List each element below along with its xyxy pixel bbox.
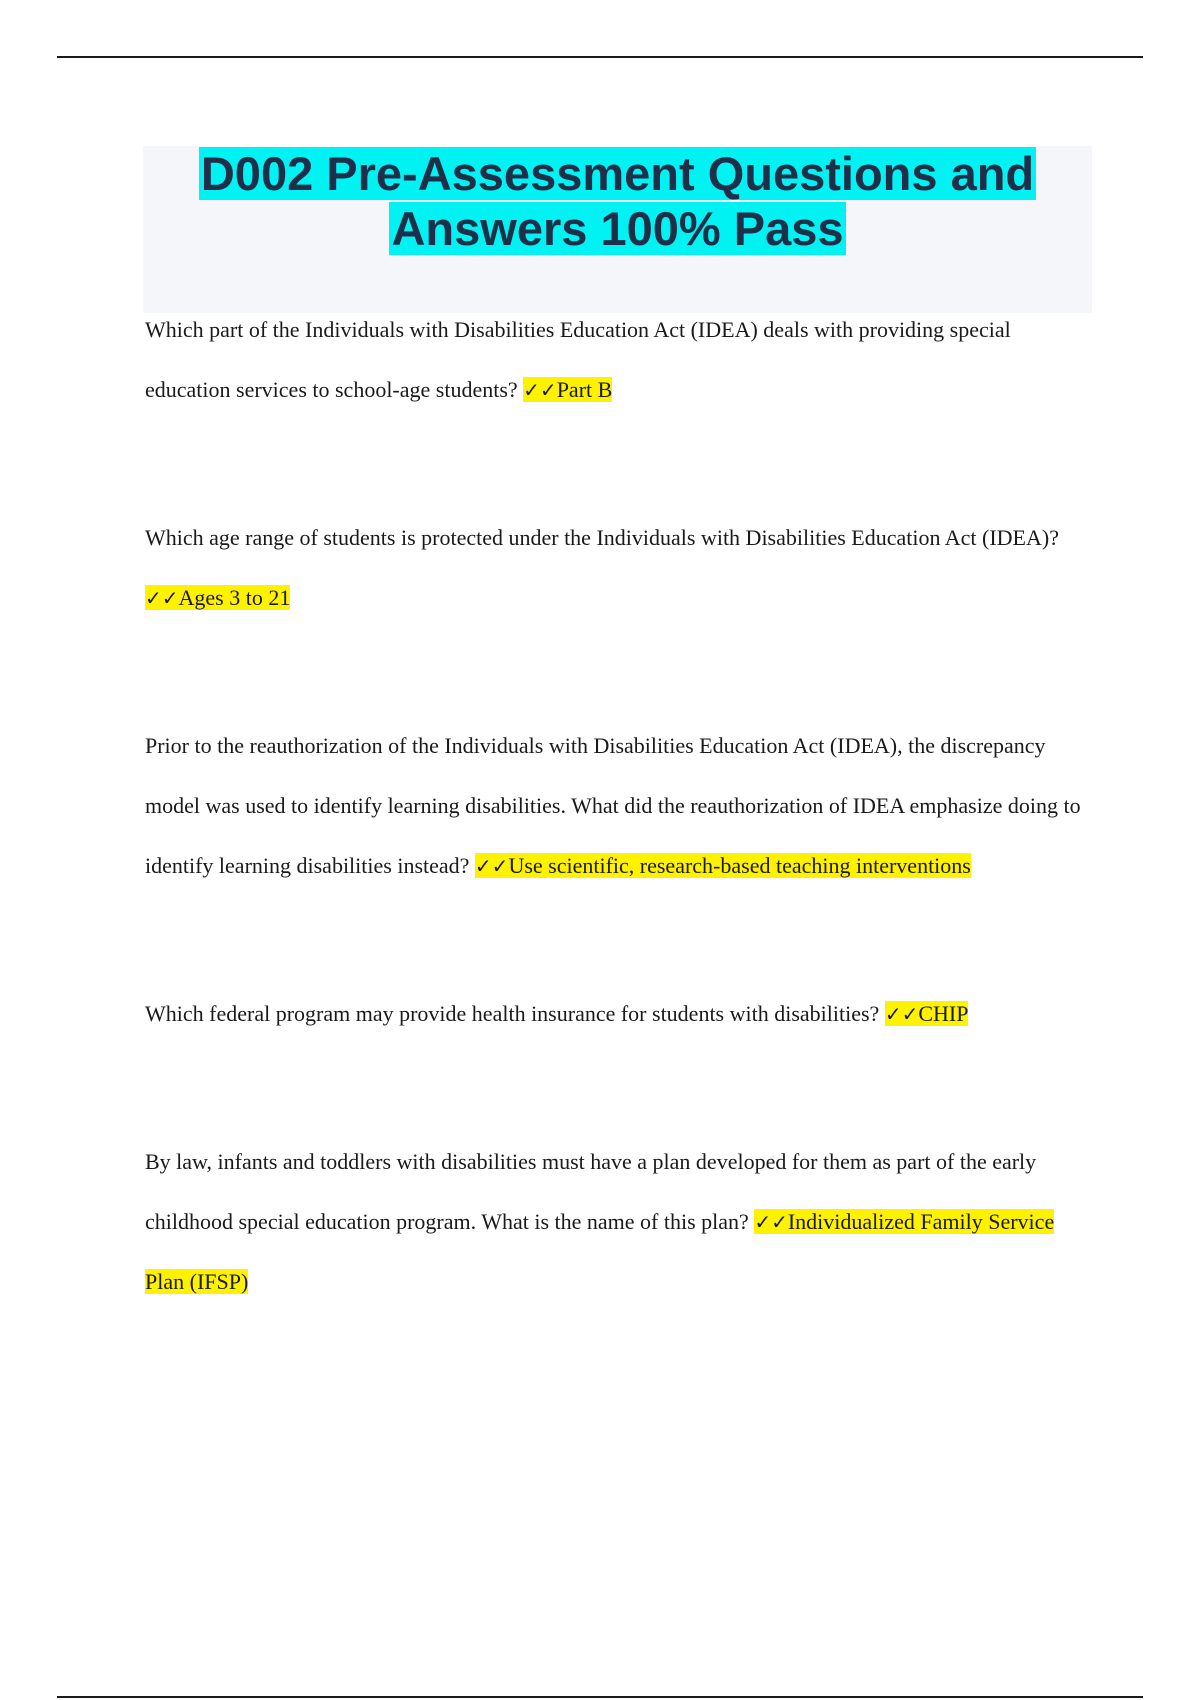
qa-item-5 bbox=[145, 1132, 1085, 1312]
question-text: Prior to the reauthorization of the Individuals with Disabilities Education Act (IDEA), the discrepancy model was used to identify learning disabilities. What did the reauthorization of IDEA emphasize doing to identify learning disabilities instead? bbox=[145, 733, 1081, 878]
answer-text: Part B bbox=[556, 377, 613, 402]
answer-text: Use scientific, research-based teaching interventions bbox=[508, 853, 971, 878]
qa-list bbox=[145, 300, 1085, 1312]
answer-text: Individualized Family Service Plan (IFSP) bbox=[145, 1209, 1055, 1294]
check-icon: ✓✓ bbox=[523, 378, 557, 402]
bottom-rule bbox=[57, 1696, 1143, 1698]
answer-highlight bbox=[523, 377, 612, 402]
answer-highlight bbox=[145, 585, 290, 610]
question-text: Which part of the Individuals with Disabilities Education Act (IDEA) deals with providing special education services to school-age students? bbox=[145, 317, 1011, 402]
answer-text: Ages 3 to 21 bbox=[178, 585, 291, 610]
question-text: Which federal program may provide health insurance for students with disabilities? bbox=[145, 1001, 880, 1026]
answer-text: CHIP bbox=[918, 1001, 969, 1026]
qa-item-3 bbox=[145, 716, 1085, 896]
top-rule bbox=[57, 56, 1143, 58]
check-icon: ✓✓ bbox=[884, 1002, 919, 1026]
qa-item-4 bbox=[145, 984, 1085, 1044]
page-title-line-1: D002 Pre-Assessment Questions and bbox=[200, 147, 1035, 200]
answer-highlight bbox=[475, 853, 971, 878]
question-text: Which age range of students is protected under the Individuals with Disabilities Education Act (IDEA)? bbox=[145, 525, 1059, 550]
page-title-line-2: Answers 100% Pass bbox=[391, 202, 844, 255]
question-text: By law, infants and toddlers with disabilities must have a plan developed for them as part of the early childhood special education program. What is the name of this plan? bbox=[145, 1149, 1037, 1234]
qa-item-1 bbox=[145, 300, 1085, 420]
qa-item-2 bbox=[145, 508, 1085, 628]
answer-highlight bbox=[885, 1001, 969, 1026]
check-icon: ✓✓ bbox=[145, 586, 179, 610]
check-icon: ✓✓ bbox=[754, 1210, 788, 1234]
check-icon: ✓✓ bbox=[474, 854, 509, 878]
title-block bbox=[143, 146, 1092, 313]
